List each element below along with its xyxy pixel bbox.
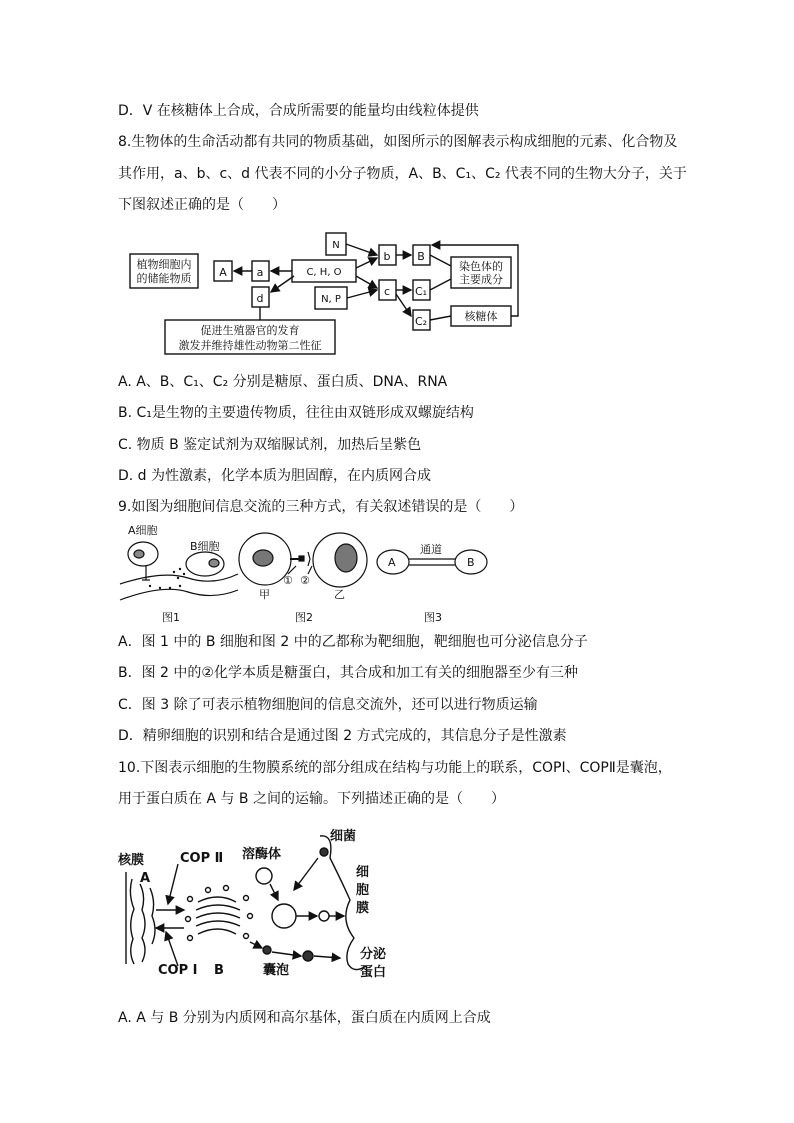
q9-option-a: A．图 1 中的 B 细胞和图 2 中的乙都称为靶细胞，靶细胞也可分泌信息分子 <box>118 634 588 650</box>
q8-stem-line2: 其作用，a、b、c、d 代表不同的小分子物质，A、B、C₁、C₂ 代表不同的生物大分子，关于 <box>118 166 687 182</box>
nuclear-membrane-label: 核膜 <box>118 853 145 868</box>
plant-storage-text-1: 植物细胞内 <box>136 258 192 271</box>
bacteria-label: 细菌 <box>330 829 357 844</box>
q8-option-d: D. d 为性激素，化学本质为胆固醇，在内质网合成 <box>118 468 432 484</box>
d-function-text-1: 促进生殖器官的发育 <box>200 324 300 337</box>
q7-option-d: D．V 在核糖体上合成，合成所需要的能量均由线粒体提供 <box>118 103 479 119</box>
q8-stem-line1: 8.生物体的生命活动都有共同的物质基础，如图所示的图解表示构成细胞的元素、化合物及 <box>118 134 678 150</box>
cell-a-label: A细胞 <box>128 524 158 537</box>
q9-option-c: C．图 3 除了可表示植物细胞间的信息交流外，还可以进行物质运输 <box>118 697 538 713</box>
q8-option-c: C. 物质 B 鉴定试剂为双缩脲试剂，加热后呈紫色 <box>118 437 422 453</box>
q8-option-a: A. A、B、C₁、C₂ 分别是糖原、蛋白质、DNA、RNA <box>118 374 448 390</box>
label-NP: N, P <box>321 294 341 305</box>
cell-membrane-label-1: 细 <box>356 865 370 880</box>
copii-label: COP Ⅱ <box>180 851 224 866</box>
secretory-protein-label-1: 分泌 <box>360 947 387 962</box>
secretory-protein-label-2: 蛋白 <box>360 965 387 980</box>
channel-label: 通道 <box>420 543 442 556</box>
plant-storage-text-2: 的储能物质 <box>136 272 192 285</box>
golgi-b-label: B <box>214 963 224 978</box>
num1-label: ① <box>283 574 293 587</box>
q8-option-b: B. C₁是生物的主要遗传物质，往往由双链形成双螺旋结构 <box>118 405 474 421</box>
fig1-caption: 图1 <box>162 611 180 624</box>
cell-b-label: B细胞 <box>190 540 220 553</box>
q8-figure <box>128 228 540 358</box>
num2-label: ② <box>300 574 310 587</box>
label-CHO: C, H, O <box>306 267 342 278</box>
jia-label: 甲 <box>259 588 270 601</box>
label-N: N <box>332 240 340 251</box>
label-c: c <box>383 285 391 298</box>
q8-stem-line3: 下图叙述正确的是（ ） <box>118 197 286 213</box>
q9-stem: 9.如图为细胞间信息交流的三种方式，有关叙述错误的是（ ） <box>118 499 524 515</box>
label-B: B <box>417 250 425 263</box>
vesicle-label: 囊泡 <box>263 963 290 978</box>
lysosome-label: 溶酶体 <box>242 847 282 862</box>
chromosome-text-2: 主要成分 <box>459 273 503 286</box>
fig3-a-label: A <box>388 556 396 569</box>
label-A: A <box>219 266 227 279</box>
cell-membrane-label-3: 膜 <box>356 901 370 916</box>
er-a-label: A <box>140 871 151 886</box>
label-a: a <box>256 266 264 279</box>
d-function-text-2: 激发并维持雄性动物第二性征 <box>178 339 322 352</box>
q10-option-a: A. A 与 B 分别为内质网和高尔基体，蛋白质在内质网上合成 <box>118 1010 491 1026</box>
yi-label: 乙 <box>334 588 345 601</box>
q9-option-b: B．图 2 中的②化学本质是糖蛋白，其合成和加工有关的细胞器至少有三种 <box>118 665 578 681</box>
q10-stem-line1: 10.下图表示细胞的生物膜系统的部分组成在结构与功能上的联系，COPⅠ、COPⅡ是囊泡， <box>118 760 672 776</box>
q10-figure <box>118 824 398 984</box>
fig2-caption: 图2 <box>295 611 313 624</box>
q9-option-d: D．精卵细胞的识别和结合是通过图 2 方式完成的，其信息分子是性激素 <box>118 728 567 744</box>
label-C2: C₂ <box>414 315 428 328</box>
chromosome-text-1: 染色体的 <box>459 260 503 273</box>
label-d: d <box>256 292 264 305</box>
fig3-caption: 图3 <box>424 611 442 624</box>
fig3-b-label: B <box>467 556 475 569</box>
label-C1: C₁ <box>414 285 428 298</box>
ribosome-text: 核糖体 <box>464 310 498 323</box>
cell-membrane-label-2: 胞 <box>356 883 370 898</box>
q9-figure <box>118 522 498 626</box>
label-b: b <box>383 250 391 263</box>
copi-label: COP Ⅰ <box>158 963 198 978</box>
q10-stem-line2: 用于蛋白质在 A 与 B 之间的运输。下列描述正确的是（ ） <box>118 791 505 807</box>
